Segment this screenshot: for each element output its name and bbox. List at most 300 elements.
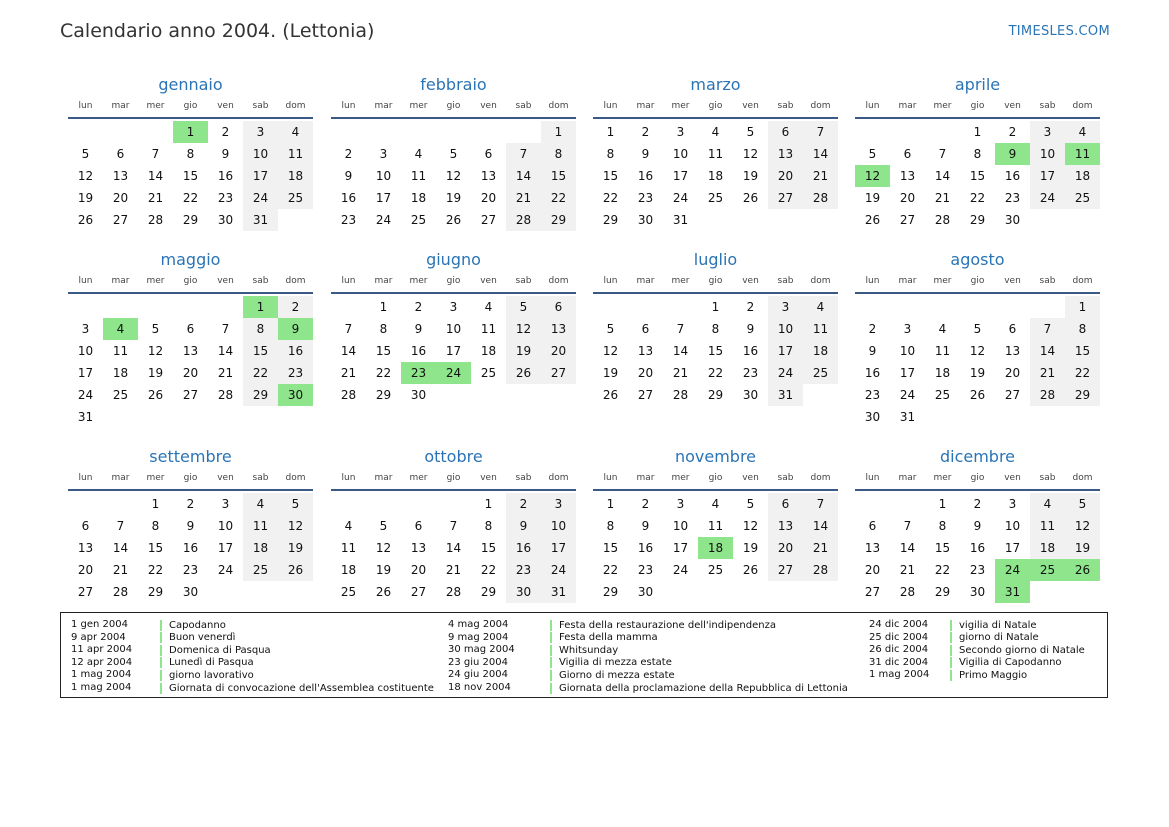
day-cell[interactable]: 22 (602, 191, 619, 205)
day-cell[interactable]: 3 (768, 296, 803, 318)
day-cell[interactable]: 21 (1030, 362, 1065, 384)
day-cell[interactable]: 29 (602, 213, 619, 227)
day-cell[interactable]: 9 (641, 519, 650, 533)
day-cell[interactable]: 4 (243, 493, 278, 515)
day-cell[interactable]: 8 (606, 519, 615, 533)
day-cell[interactable]: 5 (746, 497, 755, 511)
day-cell[interactable]: 1 (606, 497, 615, 511)
day-cell[interactable]: 6 (414, 519, 423, 533)
day-cell[interactable]: 9 (746, 322, 755, 336)
day-cell[interactable]: 9 (221, 147, 230, 161)
day-cell[interactable]: 4 (278, 121, 313, 143)
day-cell[interactable]: 1 (973, 125, 982, 139)
day-cell[interactable]: 3 (541, 493, 576, 515)
holiday-day-cell[interactable]: 4 (103, 318, 138, 340)
day-cell[interactable]: 29 (182, 213, 199, 227)
day-cell[interactable]: 17 (217, 541, 234, 555)
day-cell[interactable]: 5 (1065, 493, 1100, 515)
day-cell[interactable]: 17 (77, 366, 94, 380)
day-cell[interactable]: 27 (410, 585, 427, 599)
holiday-day-cell[interactable]: 23 (401, 362, 436, 384)
day-cell[interactable]: 31 (77, 410, 94, 424)
day-cell[interactable]: 7 (344, 322, 353, 336)
day-cell[interactable]: 5 (151, 322, 160, 336)
day-cell[interactable]: 20 (182, 366, 199, 380)
day-cell[interactable]: 13 (637, 344, 654, 358)
day-cell[interactable]: 21 (147, 191, 164, 205)
day-cell[interactable]: 26 (77, 213, 94, 227)
day-cell[interactable]: 2 (344, 147, 353, 161)
day-cell[interactable]: 3 (379, 147, 388, 161)
day-cell[interactable]: 7 (938, 147, 947, 161)
day-cell[interactable]: 16 (410, 344, 427, 358)
day-cell[interactable]: 18 (934, 366, 951, 380)
day-cell[interactable]: 27 (768, 559, 803, 581)
day-cell[interactable]: 17 (899, 366, 916, 380)
day-cell[interactable]: 31 (768, 384, 803, 406)
day-cell[interactable]: 16 (340, 191, 357, 205)
holiday-day-cell[interactable]: 26 (1065, 559, 1100, 581)
day-cell[interactable]: 24 (1030, 187, 1065, 209)
day-cell[interactable]: 6 (768, 121, 803, 143)
day-cell[interactable]: 22 (934, 563, 951, 577)
day-cell[interactable]: 27 (77, 585, 94, 599)
day-cell[interactable]: 10 (1030, 143, 1065, 165)
day-cell[interactable]: 8 (606, 147, 615, 161)
day-cell[interactable]: 20 (541, 340, 576, 362)
day-cell[interactable]: 10 (672, 519, 689, 533)
day-cell[interactable]: 7 (116, 519, 125, 533)
day-cell[interactable]: 8 (711, 322, 720, 336)
day-cell[interactable]: 30 (742, 388, 759, 402)
day-cell[interactable]: 27 (480, 213, 497, 227)
day-cell[interactable]: 28 (803, 559, 838, 581)
day-cell[interactable]: 19 (77, 191, 94, 205)
day-cell[interactable]: 2 (1008, 125, 1017, 139)
day-cell[interactable]: 19 (1065, 537, 1100, 559)
day-cell[interactable]: 3 (676, 125, 685, 139)
day-cell[interactable]: 14 (445, 541, 462, 555)
day-cell[interactable]: 15 (602, 169, 619, 183)
day-cell[interactable]: 3 (1008, 497, 1017, 511)
day-cell[interactable]: 5 (278, 493, 313, 515)
day-cell[interactable]: 7 (803, 493, 838, 515)
day-cell[interactable]: 21 (340, 366, 357, 380)
day-cell[interactable]: 30 (182, 585, 199, 599)
day-cell[interactable]: 2 (641, 497, 650, 511)
day-cell[interactable]: 7 (221, 322, 230, 336)
day-cell[interactable]: 5 (973, 322, 982, 336)
day-cell[interactable]: 1 (711, 300, 720, 314)
day-cell[interactable]: 1 (484, 497, 493, 511)
day-cell[interactable]: 6 (484, 147, 493, 161)
day-cell[interactable]: 15 (480, 541, 497, 555)
day-cell[interactable]: 14 (934, 169, 951, 183)
day-cell[interactable]: 12 (278, 515, 313, 537)
day-cell[interactable]: 28 (217, 388, 234, 402)
day-cell[interactable]: 16 (742, 344, 759, 358)
day-cell[interactable]: 9 (414, 322, 423, 336)
day-cell[interactable]: 12 (742, 147, 759, 161)
day-cell[interactable]: 10 (1004, 519, 1021, 533)
day-cell[interactable]: 18 (1030, 537, 1065, 559)
day-cell[interactable]: 13 (77, 541, 94, 555)
day-cell[interactable]: 20 (637, 366, 654, 380)
day-cell[interactable]: 4 (484, 300, 493, 314)
day-cell[interactable]: 16 (969, 541, 986, 555)
day-cell[interactable]: 27 (864, 585, 881, 599)
day-cell[interactable]: 21 (899, 563, 916, 577)
day-cell[interactable]: 28 (899, 585, 916, 599)
day-cell[interactable]: 19 (602, 366, 619, 380)
day-cell[interactable]: 13 (1004, 344, 1021, 358)
day-cell[interactable]: 24 (541, 559, 576, 581)
day-cell[interactable]: 13 (182, 344, 199, 358)
day-cell[interactable]: 11 (278, 143, 313, 165)
day-cell[interactable]: 24 (768, 362, 803, 384)
day-cell[interactable]: 16 (637, 541, 654, 555)
day-cell[interactable]: 15 (934, 541, 951, 555)
day-cell[interactable]: 21 (803, 537, 838, 559)
day-cell[interactable]: 5 (506, 296, 541, 318)
day-cell[interactable]: 4 (414, 147, 423, 161)
day-cell[interactable]: 2 (641, 125, 650, 139)
day-cell[interactable]: 14 (1030, 340, 1065, 362)
day-cell[interactable]: 19 (506, 340, 541, 362)
day-cell[interactable]: 18 (340, 563, 357, 577)
day-cell[interactable]: 4 (711, 125, 720, 139)
day-cell[interactable]: 22 (969, 191, 986, 205)
day-cell[interactable]: 23 (182, 563, 199, 577)
day-cell[interactable]: 19 (742, 169, 759, 183)
day-cell[interactable]: 20 (480, 191, 497, 205)
day-cell[interactable]: 19 (375, 563, 392, 577)
day-cell[interactable]: 24 (672, 191, 689, 205)
day-cell[interactable]: 4 (938, 322, 947, 336)
holiday-day-cell[interactable]: 1 (173, 121, 208, 143)
holiday-day-cell[interactable]: 9 (278, 318, 313, 340)
day-cell[interactable]: 28 (934, 213, 951, 227)
day-cell[interactable]: 8 (484, 519, 493, 533)
day-cell[interactable]: 5 (606, 322, 615, 336)
day-cell[interactable]: 26 (602, 388, 619, 402)
day-cell[interactable]: 13 (768, 515, 803, 537)
day-cell[interactable]: 26 (375, 585, 392, 599)
day-cell[interactable]: 21 (672, 366, 689, 380)
day-cell[interactable]: 6 (641, 322, 650, 336)
day-cell[interactable]: 6 (1008, 322, 1017, 336)
day-cell[interactable]: 20 (864, 563, 881, 577)
day-cell[interactable]: 4 (1030, 493, 1065, 515)
day-cell[interactable]: 20 (112, 191, 129, 205)
day-cell[interactable]: 28 (506, 209, 541, 231)
day-cell[interactable]: 17 (672, 169, 689, 183)
day-cell[interactable]: 6 (541, 296, 576, 318)
day-cell[interactable]: 1 (541, 121, 576, 143)
day-cell[interactable]: 9 (506, 515, 541, 537)
day-cell[interactable]: 3 (81, 322, 90, 336)
day-cell[interactable]: 17 (1030, 165, 1065, 187)
day-cell[interactable]: 12 (742, 519, 759, 533)
day-cell[interactable]: 23 (1004, 191, 1021, 205)
day-cell[interactable]: 31 (243, 209, 278, 231)
day-cell[interactable]: 25 (340, 585, 357, 599)
day-cell[interactable]: 25 (1065, 187, 1100, 209)
day-cell[interactable]: 22 (707, 366, 724, 380)
day-cell[interactable]: 2 (973, 497, 982, 511)
day-cell[interactable]: 11 (707, 519, 724, 533)
holiday-day-cell[interactable]: 1 (243, 296, 278, 318)
day-cell[interactable]: 25 (803, 362, 838, 384)
day-cell[interactable]: 30 (864, 410, 881, 424)
day-cell[interactable]: 19 (742, 541, 759, 555)
day-cell[interactable]: 17 (445, 344, 462, 358)
day-cell[interactable]: 8 (186, 147, 195, 161)
day-cell[interactable]: 20 (77, 563, 94, 577)
day-cell[interactable]: 23 (637, 563, 654, 577)
day-cell[interactable]: 23 (637, 191, 654, 205)
day-cell[interactable]: 25 (410, 213, 427, 227)
day-cell[interactable]: 14 (803, 515, 838, 537)
day-cell[interactable]: 31 (672, 213, 689, 227)
day-cell[interactable]: 10 (77, 344, 94, 358)
day-cell[interactable]: 23 (340, 213, 357, 227)
day-cell[interactable]: 18 (112, 366, 129, 380)
day-cell[interactable]: 17 (672, 541, 689, 555)
day-cell[interactable]: 7 (449, 519, 458, 533)
day-cell[interactable]: 20 (410, 563, 427, 577)
day-cell[interactable]: 26 (969, 388, 986, 402)
day-cell[interactable]: 6 (186, 322, 195, 336)
day-cell[interactable]: 22 (243, 362, 278, 384)
day-cell[interactable]: 13 (899, 169, 916, 183)
day-cell[interactable]: 12 (506, 318, 541, 340)
day-cell[interactable]: 5 (379, 519, 388, 533)
day-cell[interactable]: 18 (1065, 165, 1100, 187)
day-cell[interactable]: 2 (746, 300, 755, 314)
day-cell[interactable]: 22 (147, 563, 164, 577)
day-cell[interactable]: 29 (243, 384, 278, 406)
day-cell[interactable]: 2 (414, 300, 423, 314)
day-cell[interactable]: 6 (81, 519, 90, 533)
day-cell[interactable]: 30 (969, 585, 986, 599)
day-cell[interactable]: 29 (934, 585, 951, 599)
day-cell[interactable]: 12 (602, 344, 619, 358)
day-cell[interactable]: 29 (147, 585, 164, 599)
day-cell[interactable]: 15 (182, 169, 199, 183)
day-cell[interactable]: 15 (1065, 340, 1100, 362)
day-cell[interactable]: 14 (672, 344, 689, 358)
day-cell[interactable]: 2 (506, 493, 541, 515)
day-cell[interactable]: 10 (541, 515, 576, 537)
day-cell[interactable]: 27 (899, 213, 916, 227)
day-cell[interactable]: 22 (375, 366, 392, 380)
day-cell[interactable]: 15 (707, 344, 724, 358)
day-cell[interactable]: 19 (147, 366, 164, 380)
day-cell[interactable]: 27 (182, 388, 199, 402)
day-cell[interactable]: 11 (707, 147, 724, 161)
day-cell[interactable]: 12 (1065, 515, 1100, 537)
day-cell[interactable]: 28 (112, 585, 129, 599)
day-cell[interactable]: 20 (899, 191, 916, 205)
day-cell[interactable]: 30 (410, 388, 427, 402)
holiday-day-cell[interactable]: 11 (1065, 143, 1100, 165)
day-cell[interactable]: 19 (864, 191, 881, 205)
day-cell[interactable]: 12 (147, 344, 164, 358)
day-cell[interactable]: 2 (221, 125, 230, 139)
day-cell[interactable]: 23 (864, 388, 881, 402)
day-cell[interactable]: 26 (864, 213, 881, 227)
day-cell[interactable]: 16 (864, 366, 881, 380)
day-cell[interactable]: 15 (375, 344, 392, 358)
day-cell[interactable]: 13 (864, 541, 881, 555)
day-cell[interactable]: 25 (112, 388, 129, 402)
day-cell[interactable]: 17 (541, 537, 576, 559)
day-cell[interactable]: 12 (375, 541, 392, 555)
holiday-day-cell[interactable]: 31 (995, 581, 1030, 603)
day-cell[interactable]: 5 (746, 125, 755, 139)
day-cell[interactable]: 25 (243, 559, 278, 581)
day-cell[interactable]: 22 (602, 563, 619, 577)
day-cell[interactable]: 24 (672, 563, 689, 577)
day-cell[interactable]: 27 (637, 388, 654, 402)
day-cell[interactable]: 26 (742, 563, 759, 577)
day-cell[interactable]: 14 (899, 541, 916, 555)
day-cell[interactable]: 21 (934, 191, 951, 205)
day-cell[interactable]: 24 (243, 187, 278, 209)
day-cell[interactable]: 8 (938, 519, 947, 533)
day-cell[interactable]: 25 (707, 191, 724, 205)
day-cell[interactable]: 22 (1065, 362, 1100, 384)
day-cell[interactable]: 23 (506, 559, 541, 581)
day-cell[interactable]: 31 (899, 410, 916, 424)
day-cell[interactable]: 7 (1030, 318, 1065, 340)
day-cell[interactable]: 7 (803, 121, 838, 143)
day-cell[interactable]: 29 (707, 388, 724, 402)
day-cell[interactable]: 30 (217, 213, 234, 227)
day-cell[interactable]: 3 (243, 121, 278, 143)
day-cell[interactable]: 30 (637, 585, 654, 599)
day-cell[interactable]: 28 (445, 585, 462, 599)
day-cell[interactable]: 16 (637, 169, 654, 183)
day-cell[interactable]: 12 (969, 344, 986, 358)
day-cell[interactable]: 29 (969, 213, 986, 227)
day-cell[interactable]: 30 (1004, 213, 1021, 227)
day-cell[interactable]: 21 (506, 187, 541, 209)
day-cell[interactable]: 15 (541, 165, 576, 187)
day-cell[interactable]: 28 (147, 213, 164, 227)
day-cell[interactable]: 29 (541, 209, 576, 231)
day-cell[interactable]: 11 (112, 344, 129, 358)
day-cell[interactable]: 11 (803, 318, 838, 340)
day-cell[interactable]: 21 (112, 563, 129, 577)
day-cell[interactable]: 11 (340, 541, 357, 555)
day-cell[interactable]: 18 (243, 537, 278, 559)
day-cell[interactable]: 8 (1065, 318, 1100, 340)
day-cell[interactable]: 17 (243, 165, 278, 187)
day-cell[interactable]: 6 (116, 147, 125, 161)
day-cell[interactable]: 3 (676, 497, 685, 511)
day-cell[interactable]: 10 (768, 318, 803, 340)
day-cell[interactable]: 9 (973, 519, 982, 533)
day-cell[interactable]: 19 (969, 366, 986, 380)
day-cell[interactable]: 11 (410, 169, 427, 183)
day-cell[interactable]: 10 (672, 147, 689, 161)
day-cell[interactable]: 6 (903, 147, 912, 161)
day-cell[interactable]: 5 (449, 147, 458, 161)
day-cell[interactable]: 30 (506, 581, 541, 603)
day-cell[interactable]: 24 (899, 388, 916, 402)
day-cell[interactable]: 7 (676, 322, 685, 336)
day-cell[interactable]: 4 (344, 519, 353, 533)
day-cell[interactable]: 1 (938, 497, 947, 511)
day-cell[interactable]: 11 (480, 322, 497, 336)
day-cell[interactable]: 29 (480, 585, 497, 599)
day-cell[interactable]: 25 (707, 563, 724, 577)
day-cell[interactable]: 13 (480, 169, 497, 183)
day-cell[interactable]: 22 (480, 563, 497, 577)
day-cell[interactable]: 27 (1004, 388, 1021, 402)
day-cell[interactable]: 20 (768, 165, 803, 187)
day-cell[interactable]: 1 (606, 125, 615, 139)
day-cell[interactable]: 7 (506, 143, 541, 165)
day-cell[interactable]: 10 (445, 322, 462, 336)
day-cell[interactable]: 17 (375, 191, 392, 205)
day-cell[interactable]: 27 (541, 362, 576, 384)
day-cell[interactable]: 1 (379, 300, 388, 314)
day-cell[interactable]: 22 (182, 191, 199, 205)
day-cell[interactable]: 10 (243, 143, 278, 165)
day-cell[interactable]: 8 (379, 322, 388, 336)
day-cell[interactable]: 4 (1065, 121, 1100, 143)
day-cell[interactable]: 9 (186, 519, 195, 533)
day-cell[interactable]: 14 (506, 165, 541, 187)
day-cell[interactable]: 30 (637, 213, 654, 227)
day-cell[interactable]: 18 (707, 169, 724, 183)
day-cell[interactable]: 10 (217, 519, 234, 533)
day-cell[interactable]: 21 (445, 563, 462, 577)
holiday-day-cell[interactable]: 30 (278, 384, 313, 406)
day-cell[interactable]: 25 (934, 388, 951, 402)
day-cell[interactable]: 26 (147, 388, 164, 402)
day-cell[interactable]: 3 (449, 300, 458, 314)
day-cell[interactable]: 15 (969, 169, 986, 183)
day-cell[interactable]: 24 (375, 213, 392, 227)
day-cell[interactable]: 9 (641, 147, 650, 161)
day-cell[interactable]: 11 (1030, 515, 1065, 537)
day-cell[interactable]: 17 (1004, 541, 1021, 555)
day-cell[interactable]: 5 (81, 147, 90, 161)
day-cell[interactable]: 12 (445, 169, 462, 183)
day-cell[interactable]: 14 (217, 344, 234, 358)
day-cell[interactable]: 18 (803, 340, 838, 362)
day-cell[interactable]: 2 (278, 296, 313, 318)
day-cell[interactable]: 16 (217, 169, 234, 183)
day-cell[interactable]: 31 (541, 581, 576, 603)
day-cell[interactable]: 6 (768, 493, 803, 515)
day-cell[interactable]: 14 (112, 541, 129, 555)
day-cell[interactable]: 28 (672, 388, 689, 402)
day-cell[interactable]: 27 (112, 213, 129, 227)
day-cell[interactable]: 8 (541, 143, 576, 165)
day-cell[interactable]: 10 (375, 169, 392, 183)
day-cell[interactable]: 14 (803, 143, 838, 165)
day-cell[interactable]: 29 (602, 585, 619, 599)
day-cell[interactable]: 15 (147, 541, 164, 555)
day-cell[interactable]: 15 (243, 340, 278, 362)
day-cell[interactable]: 6 (868, 519, 877, 533)
brand-link[interactable]: TIMESLES.COM (1008, 24, 1110, 39)
